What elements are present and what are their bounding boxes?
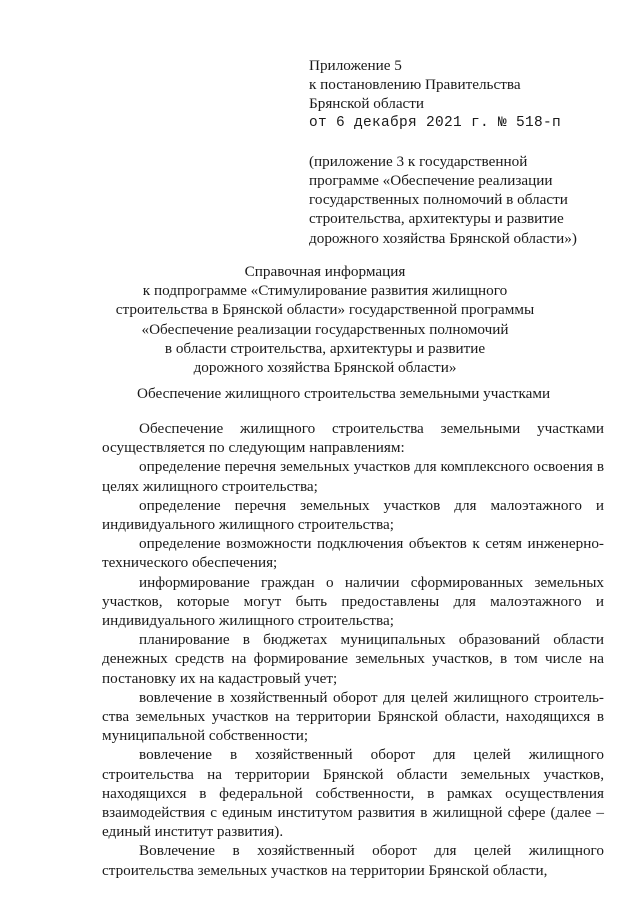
- section-heading: Обеспечение жилищного строительства земельными участками: [137, 385, 551, 402]
- paragraph: вовлечение в хозяйственный оборот для целей жилищного строитель-ства земельных участков на территории Брянской области, находящихся в муниципальной собственности;: [102, 688, 604, 745]
- program-line: строительства, архитектуры и развитие: [309, 210, 564, 228]
- paragraph: планирование в бюджетах муниципальных образований области денежных средств на формирование земельных участков, в том числе на постановку их на кадастровый учет;: [102, 631, 604, 687]
- program-line: программе «Обеспечение реализации: [309, 172, 553, 190]
- paragraph: информирование граждан о наличии сформированных земельных участков, которые могут быть предоставлены для малоэтажного и индивидуального жилищного строительства;: [102, 573, 604, 630]
- paragraph: определение перечня земельных участков для комплексного освоения в целях жилищного строительства;: [102, 458, 604, 495]
- appendix-line: Приложение 5: [309, 57, 402, 74]
- title-line: дорожного хозяйства Брянской области»: [193, 359, 457, 377]
- decree-date-line: от 6 декабря 2021 г. № 518-п: [309, 114, 562, 131]
- appendix-line: к постановлению Правительства: [309, 76, 521, 94]
- body-text: [102, 419, 604, 880]
- paragraph: определение перечня земельных участков для малоэтажного и индивидуального жилищного строительства;: [102, 496, 604, 534]
- spacer: [309, 133, 609, 152]
- program-line: (приложение 3 к государственной: [309, 152, 528, 170]
- appendix-block: [309, 56, 609, 248]
- title-line: строительства в Брянской области» государственной программы: [115, 301, 535, 319]
- document-title: [90, 262, 560, 377]
- title-line: к подпрограмме «Стимулирование развития жилищного: [142, 282, 508, 300]
- paragraph: определение возможности подключения объектов к сетям инженерно-технического обеспечения;: [102, 535, 604, 572]
- title-line: «Обеспечение реализации государственных полномочий: [141, 320, 509, 338]
- title-line: Справочная информация: [244, 263, 406, 280]
- title-line: в области строительства, архитектуры и развитие: [164, 339, 486, 357]
- paragraph: Вовлечение в хозяйственный оборот для целей жилищного строительства земельных участков на территории Брянской области,: [102, 842, 604, 879]
- paragraph: Обеспечение жилищного строительства земельными участками осуществляется по следующим направлениям:: [102, 420, 604, 457]
- paragraph: вовлечение в хозяйственный оборот для целей жилищного строительства на территории Брянской области земельных участков, находящихся в федеральной собственности, в рамках осуществления взаимодействия с единым институтом развития в жилищной сфере (далее – единый институт развития).: [102, 746, 604, 841]
- program-line: дорожного хозяйства Брянской области»): [309, 229, 577, 247]
- program-line: государственных полномочий в области: [309, 191, 568, 209]
- appendix-line: Брянской области: [309, 95, 425, 113]
